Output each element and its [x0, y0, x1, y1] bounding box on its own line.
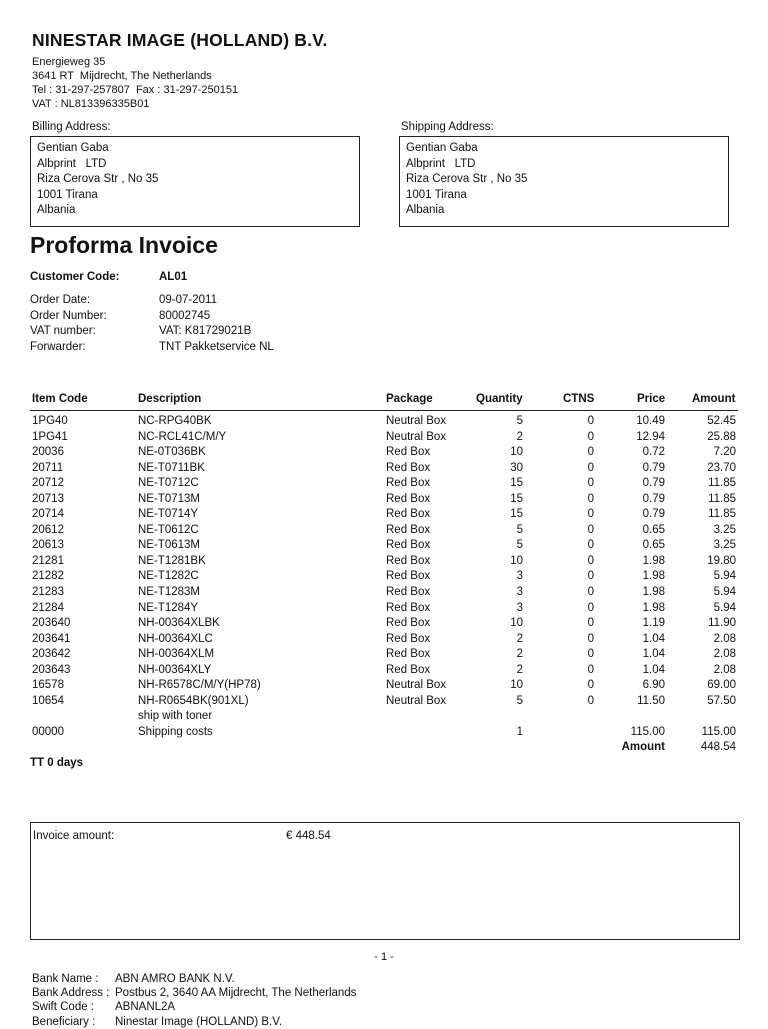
item-price: 1.04	[642, 663, 665, 676]
order-meta	[30, 293, 430, 355]
item-code: 1PG40	[32, 415, 68, 427]
item-description: NE-T0612C	[138, 523, 199, 536]
item-ctns: 0	[587, 663, 594, 676]
shipping-address-box	[399, 136, 729, 227]
header-quantity: Quantity	[476, 393, 523, 405]
item-quantity: 2	[516, 632, 523, 645]
item-description: NH-R6578C/M/Y(HP78)	[138, 679, 261, 692]
total-row	[30, 740, 738, 756]
item-ctns: 0	[587, 679, 594, 692]
item-description: NE-T0711BK	[138, 461, 205, 474]
meta-value: TNT Pakketservice NL	[159, 340, 274, 353]
invoice-amount-value: € 448.54	[286, 830, 331, 842]
item-quantity: 1	[516, 725, 523, 738]
table-body	[30, 414, 738, 740]
item-package: Red Box	[386, 508, 431, 521]
item-quantity: 5	[516, 415, 523, 427]
item-ctns: 0	[587, 586, 594, 599]
item-quantity: 2	[516, 663, 523, 676]
meta-label: Order Number:	[30, 309, 107, 322]
shipping-line: Gentian Gaba	[406, 142, 478, 154]
table-row	[30, 414, 738, 430]
company-phone-line: Tel : 31-297-257807 Fax : 31-297-250151	[32, 84, 239, 96]
item-package: Red Box	[386, 601, 431, 614]
item-ctns: 0	[587, 523, 594, 536]
item-description: NH-00364XLC	[138, 632, 213, 645]
item-price: 12.94	[636, 430, 665, 443]
payment-terms: TT 0 days	[30, 757, 84, 769]
meta-label: Order Date:	[30, 294, 91, 306]
table-row	[30, 430, 738, 446]
item-amount: 23.70	[707, 461, 736, 474]
bank-row	[32, 1015, 532, 1029]
item-package: Neutral Box	[386, 679, 447, 692]
header-price: Price	[637, 393, 666, 405]
table-row	[30, 445, 738, 461]
item-ctns: 0	[587, 539, 594, 552]
table-row	[30, 709, 738, 725]
item-description: NE-T0714Y	[138, 508, 199, 521]
item-code: 20714	[32, 508, 64, 521]
billing-line: Albania	[37, 204, 76, 216]
item-price: 6.90	[642, 679, 665, 692]
item-price: 1.98	[642, 570, 665, 583]
item-quantity: 10	[510, 679, 523, 692]
meta-label: Forwarder:	[30, 340, 86, 353]
billing-line: Riza Cerova Str , No 35	[37, 173, 159, 185]
item-amount: 19.80	[707, 554, 736, 567]
table-row	[30, 507, 738, 523]
company-vat-line: VAT : NL813396335B01	[32, 98, 150, 110]
table-row	[30, 492, 738, 508]
item-quantity: 30	[510, 461, 523, 474]
item-package: Neutral Box	[386, 415, 447, 427]
item-package: Red Box	[386, 570, 431, 583]
item-code: 20711	[32, 461, 64, 474]
item-amount: 5.94	[713, 601, 736, 614]
meta-value: 09-07-2011	[159, 294, 217, 306]
meta-row	[30, 309, 430, 325]
table-row	[30, 554, 738, 570]
item-description: NE-T1282C	[138, 570, 199, 583]
item-quantity: 5	[516, 694, 523, 707]
item-ctns: 0	[587, 554, 594, 567]
table-row	[30, 725, 738, 741]
item-ctns: 0	[587, 492, 594, 505]
billing-line: Albprint LTD	[37, 157, 107, 170]
item-amount: 3.25	[713, 539, 736, 552]
shipping-line: 1001 Tirana	[406, 188, 467, 201]
item-code: 20712	[32, 477, 64, 490]
item-ctns: 0	[587, 632, 594, 645]
meta-row	[30, 293, 430, 309]
customer-code	[30, 271, 330, 287]
item-amount: 25.88	[707, 430, 736, 443]
item-quantity: 3	[516, 570, 523, 583]
table-row	[30, 632, 738, 648]
item-price: 0.72	[642, 446, 665, 459]
bank-label: Swift Code :	[32, 1001, 94, 1014]
item-description: NC-RCL41C/M/Y	[138, 430, 227, 443]
customer-code-label: Customer Code:	[30, 271, 120, 283]
item-package: Red Box	[386, 492, 431, 505]
item-ctns: 0	[587, 430, 594, 443]
item-amount: 2.08	[713, 663, 736, 676]
item-ctns: 0	[587, 461, 594, 474]
item-description: NH-R0654BK(901XL)	[138, 694, 249, 707]
item-quantity: 5	[516, 539, 523, 552]
item-package: Red Box	[386, 617, 431, 630]
header-ctns: CTNS	[563, 393, 595, 405]
table-row	[30, 476, 738, 492]
item-package: Neutral Box	[386, 694, 447, 707]
item-quantity: 15	[510, 477, 523, 490]
shipping-line: Albprint LTD	[406, 157, 476, 170]
item-price: 115.00	[630, 725, 665, 738]
header-amount: Amount	[692, 393, 736, 405]
item-description: NE-T1284Y	[138, 601, 199, 614]
shipping-line: Albania	[406, 204, 445, 216]
item-ctns: 0	[587, 446, 594, 459]
bank-value: ABN AMRO BANK N.V.	[115, 973, 235, 985]
meta-value: 80002745	[159, 309, 211, 322]
item-code: 10654	[32, 694, 64, 707]
header-item-code: Item Code	[32, 393, 88, 405]
item-description: NE-T0613M	[138, 539, 200, 552]
bank-label: Bank Address :	[32, 987, 110, 1000]
item-price: 0.79	[642, 461, 665, 474]
item-amount: 11.85	[708, 492, 736, 505]
bank-value: Ninestar Image (HOLLAND) B.V.	[115, 1015, 283, 1028]
item-price: 1.19	[642, 617, 665, 630]
item-price: 11.50	[637, 694, 665, 707]
item-description: NE-T1283M	[138, 586, 200, 599]
table-row	[30, 616, 738, 632]
page-title: Proforma Invoice	[30, 232, 218, 258]
item-quantity: 2	[516, 648, 523, 661]
item-code: 21282	[32, 570, 64, 583]
item-price: 10.49	[636, 415, 665, 427]
item-code: 203642	[32, 648, 71, 661]
table-row	[30, 601, 738, 617]
meta-row	[30, 324, 430, 340]
item-quantity: 10	[510, 617, 523, 630]
item-package: Red Box	[386, 446, 431, 459]
item-amount: 7.20	[713, 446, 736, 459]
item-ctns: 0	[587, 617, 594, 630]
header-package: Package	[386, 393, 433, 405]
item-description: NE-T1281BK	[138, 554, 206, 567]
billing-address-label: Billing Address:	[32, 121, 111, 133]
item-code: 20613	[32, 539, 64, 552]
item-description: NE-T0713M	[138, 492, 200, 505]
table-row	[30, 585, 738, 601]
billing-line: 1001 Tirana	[37, 188, 98, 201]
item-amount: 11.85	[708, 477, 736, 490]
customer-code-value: AL01	[159, 271, 188, 283]
item-amount: 11.90	[708, 617, 736, 630]
item-amount: 11.85	[708, 508, 736, 521]
billing-address-box	[30, 136, 360, 227]
item-quantity: 10	[510, 554, 523, 567]
shipping-line: Riza Cerova Str , No 35	[406, 173, 528, 185]
item-code: 203641	[32, 632, 71, 645]
bank-label: Bank Name :	[32, 973, 99, 985]
invoice-amount-label: Invoice amount:	[33, 830, 115, 842]
item-package: Red Box	[386, 477, 431, 490]
table-row	[30, 569, 738, 585]
item-package: Red Box	[386, 663, 431, 676]
item-code: 1PG41	[32, 430, 68, 443]
item-ctns: 0	[587, 415, 594, 427]
item-price: 1.04	[642, 648, 665, 661]
table-header	[30, 392, 738, 411]
item-code: 20612	[32, 523, 64, 536]
item-amount: 3.25	[713, 523, 736, 536]
item-amount: 5.94	[713, 586, 736, 599]
page-number: - 1 -	[374, 951, 394, 963]
item-ctns: 0	[587, 601, 594, 614]
bank-row	[32, 1000, 532, 1014]
item-quantity: 10	[510, 446, 523, 459]
item-price: 0.79	[642, 508, 665, 521]
bank-label: Beneficiary :	[32, 1015, 96, 1028]
table-row	[30, 663, 738, 679]
bank-value: ABNANL2A	[115, 1001, 176, 1014]
item-price: 0.65	[642, 523, 665, 536]
item-code: 20713	[32, 492, 64, 505]
item-description: NE-T0712C	[138, 477, 199, 490]
item-code: 21283	[32, 586, 64, 599]
item-package: Red Box	[386, 586, 431, 599]
company-address-line: Energieweg 35	[32, 56, 106, 68]
item-description: NC-RPG40BK	[138, 415, 212, 427]
item-quantity: 2	[516, 430, 523, 443]
total-label: Amount	[621, 741, 665, 754]
invoice-amount-box	[30, 822, 740, 940]
item-amount: 2.08	[713, 632, 736, 645]
item-price: 1.98	[642, 554, 665, 567]
item-ctns: 0	[587, 508, 594, 521]
item-quantity: 3	[516, 601, 523, 614]
item-package: Red Box	[386, 461, 431, 474]
table-row	[30, 647, 738, 663]
item-package: Red Box	[386, 648, 431, 661]
item-quantity: 3	[516, 586, 523, 599]
table-row	[30, 523, 738, 539]
item-quantity: 15	[510, 508, 523, 521]
item-description: ship with toner	[138, 710, 213, 723]
bank-row	[32, 972, 532, 986]
item-quantity: 5	[516, 523, 523, 536]
item-price: 1.98	[642, 601, 665, 614]
company-name: NINESTAR IMAGE (HOLLAND) B.V.	[32, 30, 328, 50]
item-package: Red Box	[386, 632, 431, 645]
company-address-line: 3641 RT Mijdrecht, The Netherlands	[32, 70, 212, 82]
item-package: Red Box	[386, 554, 431, 567]
item-description: NH-00364XLM	[138, 648, 215, 661]
company-address	[32, 55, 238, 111]
item-code: 16578	[32, 679, 64, 692]
bank-details	[32, 972, 532, 1029]
item-code: 21281	[32, 554, 64, 567]
item-description: NH-00364XLY	[138, 663, 212, 676]
item-code: 20036	[32, 446, 64, 459]
bank-value: Postbus 2, 3640 AA Mijdrecht, The Netherlands	[115, 987, 357, 1000]
shipping-address-label: Shipping Address:	[401, 121, 494, 133]
item-code: 21284	[32, 601, 64, 614]
item-price: 1.98	[642, 586, 665, 599]
header-description: Description	[138, 393, 202, 405]
meta-row	[30, 340, 430, 356]
item-amount: 57.50	[707, 694, 736, 707]
item-description: NH-00364XLBK	[138, 617, 220, 630]
items-table	[30, 392, 738, 756]
item-description: Shipping costs	[138, 725, 213, 738]
item-amount: 52.45	[707, 415, 736, 427]
table-row	[30, 694, 738, 710]
table-row	[30, 538, 738, 554]
item-price: 0.79	[642, 492, 665, 505]
bank-row	[32, 986, 532, 1000]
item-ctns: 0	[587, 570, 594, 583]
item-ctns: 0	[587, 477, 594, 490]
item-price: 0.79	[642, 477, 665, 490]
item-code: 203640	[32, 617, 71, 630]
meta-value: VAT: K81729021B	[159, 325, 252, 337]
item-price: 0.65	[642, 539, 665, 552]
table-row	[30, 678, 738, 694]
item-ctns: 0	[587, 648, 594, 661]
item-quantity: 15	[510, 492, 523, 505]
billing-line: Gentian Gaba	[37, 142, 109, 154]
table-row	[30, 461, 738, 477]
item-ctns: 0	[587, 694, 594, 707]
item-package: Red Box	[386, 539, 431, 552]
item-amount: 5.94	[713, 570, 736, 583]
item-price: 1.04	[642, 632, 665, 645]
item-package: Red Box	[386, 523, 431, 536]
item-code: 00000	[32, 725, 64, 738]
item-amount: 69.00	[707, 679, 736, 692]
meta-label: VAT number:	[30, 325, 96, 337]
item-amount: 115.00	[701, 725, 736, 738]
item-description: NE-0T036BK	[138, 446, 206, 459]
item-amount: 2.08	[713, 648, 736, 661]
total-value: 448.54	[700, 741, 736, 754]
item-code: 203643	[32, 663, 71, 676]
item-package: Neutral Box	[386, 430, 447, 443]
